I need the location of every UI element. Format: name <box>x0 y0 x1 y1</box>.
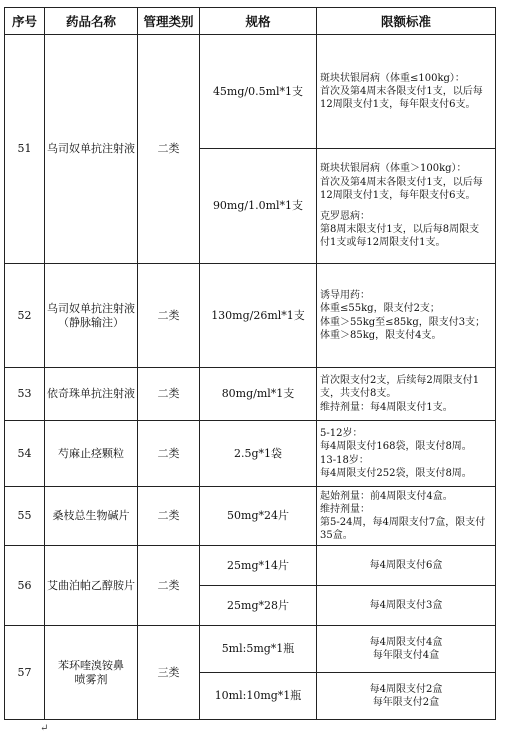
table-row <box>5 264 496 368</box>
header-category: 管理类别 <box>138 8 200 35</box>
spec: 90mg/1.0ml*1支 <box>200 149 317 264</box>
category: 二类 <box>138 264 200 368</box>
limit-line: 体重＞85kg，限支付4支。 <box>320 329 442 341</box>
limit-line: 每4周限支付168袋，限支付8周。 <box>320 441 472 453</box>
drug-name: 依奇珠单抗注射液 <box>45 368 138 421</box>
limit-line: 每4周限支付2盒 <box>369 683 443 695</box>
drug-name: 乌司奴单抗注射液 <box>45 35 138 264</box>
spec: 25mg*14片 <box>200 546 317 586</box>
spec: 45mg/0.5ml*1支 <box>200 35 317 149</box>
limit-line: 每年限支付4盒 <box>372 650 440 661</box>
limit-line: 35盒。 <box>320 530 353 542</box>
drug-name: 芍麻止痉颗粒 <box>45 421 138 487</box>
limit-line: 体重≤55kg，限支付2支； <box>320 303 440 315</box>
drug-name-line: 喷雾剂 <box>74 672 108 686</box>
row-no: 54 <box>5 421 45 487</box>
paragraph-mark-icon: ↵ <box>40 723 49 734</box>
spec: 25mg*28片 <box>200 586 317 626</box>
limit-line: 每4周限支付4盒 <box>369 636 443 648</box>
drug-name-line: 苯环喹溴铵鼻 <box>58 658 124 672</box>
drug-name: 艾曲泊帕乙醇胺片 <box>45 546 138 626</box>
limit-line: 首次及第4周末各限支付1支，以后每 <box>320 85 483 97</box>
row-no: 51 <box>5 35 45 264</box>
table-row <box>5 487 496 546</box>
header-spec: 规格 <box>200 8 317 35</box>
limit-text <box>317 673 496 720</box>
category: 二类 <box>138 487 200 546</box>
category: 二类 <box>138 368 200 421</box>
limit-line: 12周限支付1支，每年限支付6支。 <box>320 99 476 111</box>
limit-text <box>317 487 496 546</box>
table-row <box>5 421 496 487</box>
drug-limit-table <box>4 7 496 720</box>
drug-name: 桑枝总生物碱片 <box>45 487 138 546</box>
drug-name-line: （静脉输注） <box>58 315 124 329</box>
spec: 130mg/26ml*1支 <box>200 264 317 368</box>
drug-name <box>45 626 138 720</box>
header-name: 药品名称 <box>45 8 138 35</box>
limit-text: 每4周限支付6盒 <box>317 546 496 586</box>
limit-line: 维持剂量：每4周限支付1支。 <box>320 401 453 413</box>
category: 二类 <box>138 35 200 264</box>
limit-line: 付1支或每12周限支付1支。 <box>320 237 446 249</box>
limit-line: 斑块状银屑病（体重＞100kg）： <box>320 163 467 175</box>
limit-line: 每年限支付2盒 <box>372 697 440 708</box>
table-header-row <box>5 8 496 35</box>
category: 三类 <box>138 626 200 720</box>
limit-text <box>317 35 496 149</box>
limit-line: 斑块状银屑病（体重≤100kg）： <box>320 72 465 84</box>
limit-line: 维持剂量： <box>320 503 370 515</box>
spec: 50mg*24片 <box>200 487 317 546</box>
category: 二类 <box>138 546 200 626</box>
spec: 10ml:10mg*1瓶 <box>200 673 317 720</box>
limit-line: 每4周限支付252袋，限支付8周。 <box>320 467 472 479</box>
limit-line: 5-12岁： <box>320 428 363 440</box>
drug-name <box>45 264 138 368</box>
row-no: 57 <box>5 626 45 720</box>
table-row <box>5 35 496 149</box>
spec: 5ml:5mg*1瓶 <box>200 626 317 673</box>
limit-line: 12周限支付1支，每年限支付6支。 <box>320 189 476 201</box>
limit-line: 13-18岁： <box>320 454 369 466</box>
header-no: 序号 <box>5 8 45 35</box>
row-no: 52 <box>5 264 45 368</box>
category: 二类 <box>138 421 200 487</box>
table-row <box>5 626 496 673</box>
limit-line: 首次限支付2支，后续每2周限支付1 <box>320 375 480 387</box>
limit-text: 每4周限支付3盒 <box>317 586 496 626</box>
limit-text <box>317 626 496 673</box>
limit-text <box>317 264 496 368</box>
table-row <box>5 546 496 586</box>
spec: 2.5g*1袋 <box>200 421 317 487</box>
limit-line: 首次及第4周末各限支付1支，以后每 <box>320 176 483 188</box>
row-no: 53 <box>5 368 45 421</box>
limit-text <box>317 368 496 421</box>
limit-line: 起始剂量：前4周限支付4盒。 <box>320 490 453 502</box>
header-limit: 限额标准 <box>317 8 496 35</box>
limit-line: 诱导用药： <box>320 290 370 302</box>
limit-text <box>317 149 496 264</box>
drug-name-line: 乌司奴单抗注射液 <box>47 301 135 315</box>
limit-line: 体重＞55kg至≤85kg，限支付3支； <box>320 316 486 328</box>
limit-line: 支，共支付8支。 <box>320 388 397 400</box>
spec: 80mg/ml*1支 <box>200 368 317 421</box>
limit-text <box>317 421 496 487</box>
limit-line: 第5-24周，每4周限支付7盒，限支付 <box>320 517 486 528</box>
limit-line: 第8周末限支付1支，以后每8周限支 <box>320 224 480 236</box>
table-row <box>5 368 496 421</box>
row-no: 56 <box>5 546 45 626</box>
limit-line: 克罗恩病： <box>320 211 370 222</box>
row-no: 55 <box>5 487 45 546</box>
